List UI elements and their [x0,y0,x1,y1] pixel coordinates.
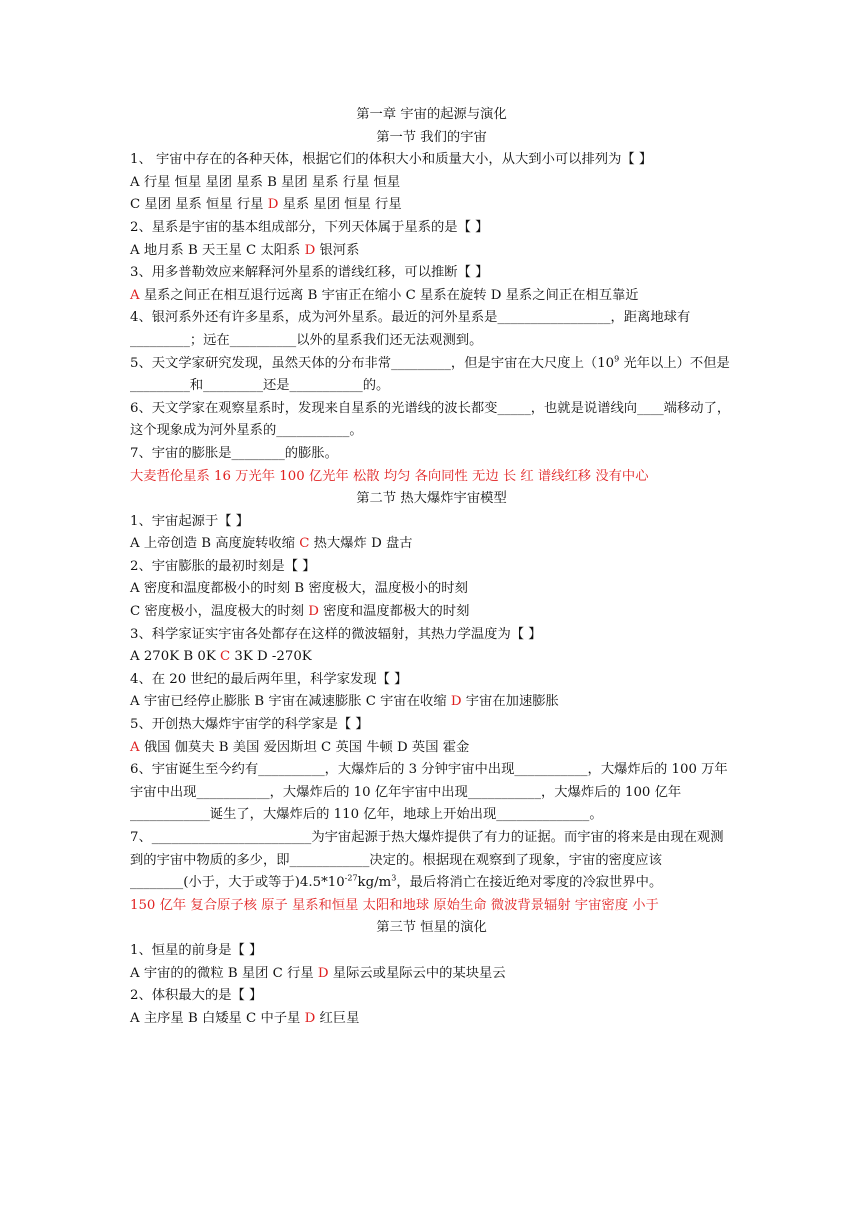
chapter-title: 第一章 宇宙的起源与演化 [356,107,507,122]
answer-key: 150 亿年 复合原子核 原子 星系和恒星 太阳和地球 原始生命 微波背景辐射 宇宙密度 小于 [130,897,659,913]
document-page [130,104,733,1030]
options-line [130,240,733,263]
superscript: 9 [614,354,620,364]
question-text: 2、宇宙膨胀的最初时刻是【 】 [130,558,316,574]
question-text: 2、星系是宇宙的基本组成部分，下列天体属于星系的是【 】 [130,219,489,235]
option-text: A 270K B 0K [130,649,220,665]
answer-letter: A [130,739,140,755]
question-text: 3、科学家证实宇宙各处都存在这样的微波辐射，其热力学温度为【 】 [130,626,542,642]
option-text: 银河系 [315,242,360,258]
question-text: 4、银河系外还有许多星系，成为河外星系。最近的河外星系是_________________，距离地球有_________；远在__________以外的星系我们还无法观测到。 [130,310,691,348]
question-text [130,827,733,895]
option-text: 宇宙在加速膨胀 [461,694,559,710]
option-text: 星系之间正在相互退行远离 B 宇宙正在缩小 C 星系在旋转 D 星系之间正在相互靠近 [139,287,639,303]
options-line [130,646,733,669]
answer-letter: C [220,649,231,665]
question-text: 1、 宇宙中存在的各种天体，根据它们的体积大小和质量大小，从大到小可以排列为【 】 [130,152,653,168]
option-text: 3K D -270K [230,649,312,665]
options-line: A 密度和温度都极小的时刻 B 密度极大，温度极小的时刻 [130,581,468,597]
options-line [130,963,733,986]
answer-letter: C [299,536,310,552]
option-text: A 地月系 B 天王星 C 太阳系 [130,242,305,258]
options-line [130,691,733,714]
question-text: 1、宇宙起源于【 】 [130,513,250,529]
question-text: 5、开创热大爆炸宇宙学的科学家是【 】 [130,717,369,733]
question-text-part: kg/m [357,875,392,891]
section-title: 第三节 恒星的演化 [376,920,487,936]
answer-letter: A [130,287,140,303]
options-line [130,533,733,556]
question-text-part: 7、________________________为宇宙起源于热大爆炸提供了有力的证据。而宇宙的将来是由现在观测到的宇宙中物质的多少，即____________决定的。根据现在观察到了现象，宇宙的密度应该________(小于，大于或等于)4.5*10 [130,830,724,891]
option-text: A 宇宙的的微粒 B 星团 C 行星 [130,965,318,981]
options-line [130,737,733,760]
question-text: 2、体积最大的是【 】 [130,988,263,1004]
question-text-part: 光年以上）不但是_________和_________还是___________的。 [130,355,730,394]
option-text: 红巨星 [315,1010,360,1026]
option-text: A 宇宙已经停止膨胀 B 宇宙在减速膨胀 C 宇宙在收缩 [130,694,451,710]
option-text: 密度和温度都极大的时刻 [318,604,470,620]
question-text: 4、在 20 世纪的最后两年里，科学家发现【 】 [130,671,408,687]
option-text: 俄国 伽莫夫 B 美国 爱因斯坦 C 英国 牛顿 D 英国 霍金 [139,739,470,755]
question-text-part: 5、天文学家研究发现，虽然天体的分布非常_________，但是宇宙在大尺度上（10 [130,355,615,371]
option-text: 星际云或星际云中的某块星云 [328,965,506,981]
question-text: 6、天文学家在观察星系时，发现来自星系的光谱线的波长都变_____，也就是说谱线向____端移动了，这个现象成为河外星系的___________。 [130,400,731,439]
option-text: 热大爆炸 D 盘古 [309,536,413,552]
question-text: 6、宇宙诞生至今约有__________，大爆炸后的 3 分钟宇宙中出现___________，大爆炸后的 100 万年宇宙中出现___________，大爆炸后的 10 亿年宇宙中出现___________，大爆炸后的 100 亿年____________诞生了，大爆炸后的 110 亿年，地球上开始出现______________。 [130,762,728,823]
answer-letter: D [317,965,329,981]
answer-key: 大麦哲伦星系 16 万光年 100 亿光年 松散 均匀 各向同性 无边 长 红 谱线红移 没有中心 [130,468,649,484]
section-title: 第二节 热大爆炸宇宙模型 [356,491,507,507]
options-line: A 行星 恒星 星团 星系 B 星团 星系 行星 恒星 [130,174,401,190]
options-line [130,285,733,308]
options-line [130,194,733,217]
answer-letter: D [308,604,319,620]
question-text: 3、用多普勒效应来解释河外星系的谱线红移，可以推断【 】 [130,265,489,281]
superscript: 3 [391,873,397,883]
question-text [130,353,733,398]
option-text: C 星团 星系 恒星 行星 [130,197,268,213]
question-text-part: ，最后将消亡在接近绝对零度的冷寂世界中。 [396,875,663,891]
superscript: -27 [344,873,358,883]
option-text: A 上帝创造 B 高度旋转收缩 [130,536,300,552]
answer-letter: D [267,197,279,213]
answer-letter: D [450,694,462,710]
options-line [130,601,733,624]
option-text: C 密度极小，温度极大的时刻 [130,604,309,620]
answer-letter: D [304,1010,316,1026]
option-text: 星系 星团 恒星 行星 [278,197,402,213]
question-text: 7、宇宙的膨胀是________的膨胀。 [130,445,338,461]
question-text: 1、恒星的前身是【 】 [130,942,263,958]
option-text: A 主序星 B 白矮星 C 中子星 [130,1010,305,1026]
options-line [130,1008,733,1031]
answer-letter: D [304,242,316,258]
section-title: 第一节 我们的宇宙 [376,129,487,145]
